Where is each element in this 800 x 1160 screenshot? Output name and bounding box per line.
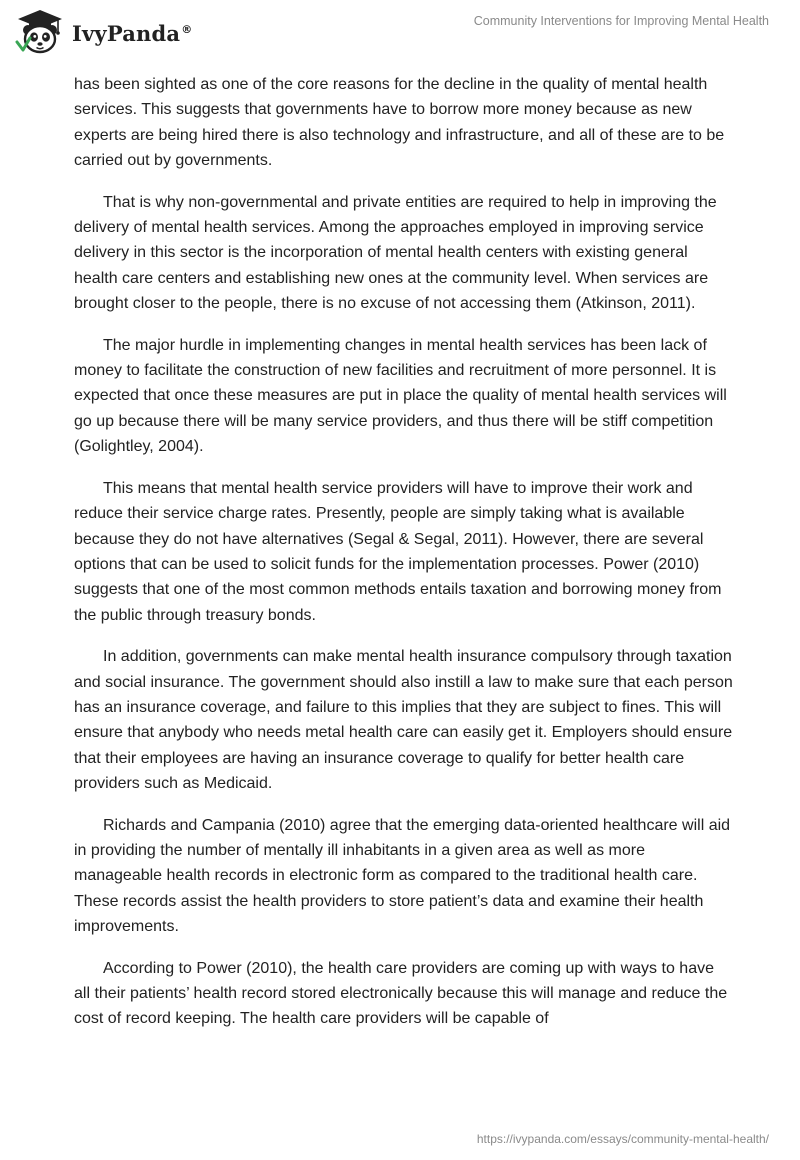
panda-graduate-icon — [14, 8, 66, 56]
brand-name: IvyPanda® — [72, 20, 193, 46]
registered-mark: ® — [181, 22, 193, 36]
paragraph-3: The major hurdle in implementing changes in mental health services has been lack of money to facilitate the construction of new facilities and recruitment of more personnel. It is expected that once these measures are put in place the quality of mental health services will go up because there will be many service providers, and thus there will be stiff competition (Golightley, 2004). — [74, 336, 727, 456]
paragraph-2: That is why non-governmental and private entities are required to help in improving the delivery of mental health services. Among the approaches employed in improving service delivery in this sector is the incorporation of mental health centers with existing general health care centers and establishing new ones at the community level. When services are brought closer to the people, there is no excuse of not accessing them (Atkinson, 2011). — [74, 193, 717, 313]
essay-body — [74, 72, 734, 1048]
paragraph-5: In addition, governments can make mental health insurance compulsory through taxation and social insurance. The government should also instill a law to make sure that each person has an insurance coverage, and failure to this implies that they are subject to fines. This will ensure that anybody who needs metal health care can easily get it. Employers should ensure that their employees are having an insurance coverage to qualify for better health care providers such as Medicaid. — [74, 648, 733, 793]
page-header — [0, 0, 800, 64]
source-url[interactable]: https://ivypanda.com/essays/community-mental-health/ — [476, 1132, 769, 1146]
paragraph-7: According to Power (2010), the health care providers are coming up with ways to have all their patients’ health record stored electronically because this will manage and reduce the cost of record keeping. The health care providers will be capable of — [74, 959, 728, 1028]
brand-logo[interactable] — [14, 8, 192, 56]
paragraph-4: This means that mental health service providers will have to improve their work and reduce their service charge rates. Presently, people are simply taking what is available because they do not have alternatives (Segal & Segal, 2011). However, there are several options that can be used to solicit funds for the implementation processes. Power (2010) suggests that one of the most common methods entails taxation and borrowing money from the public through treasury bonds. — [74, 479, 722, 624]
document-title: Community Interventions for Improving Mental Health — [473, 14, 769, 28]
paragraph-6: Richards and Campania (2010) agree that the emerging data-oriented healthcare will aid in providing the number of mentally ill inhabitants in a given area as well as more manageable health records in electronic form as compared to the traditional health care. These records assist the health providers to store patient’s data and examine their health improvements. — [74, 816, 731, 936]
paragraph-1: has been sighted as one of the core reasons for the decline in the quality of mental health services. This suggests that governments have to borrow more money because as new experts are being hired there is also technology and infrastructure, and all of these are to be carried out by governments. — [74, 76, 725, 170]
